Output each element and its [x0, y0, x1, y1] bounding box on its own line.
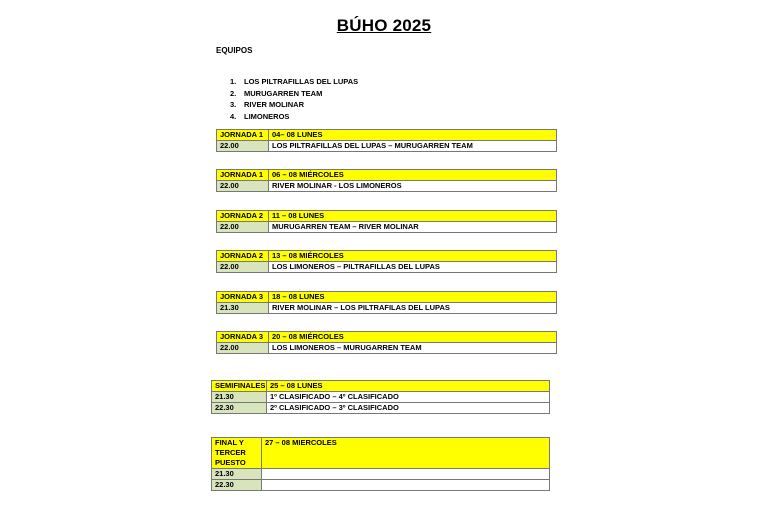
- fixture-table: [216, 250, 557, 273]
- match-teams: LOS LIMONEROS – MURUGARREN TEAM: [269, 343, 557, 354]
- match-time: 22.00: [217, 141, 269, 152]
- fixture-table: [216, 169, 557, 192]
- match-time: 22.00: [217, 222, 269, 233]
- team-list: [230, 76, 358, 122]
- round-label: JORNADA 1: [217, 130, 269, 141]
- match-teams: MURUGARREN TEAM – RIVER MOLINAR: [269, 222, 557, 233]
- match-time: 22.00: [217, 181, 269, 192]
- match-date: 25 – 08 LUNES: [267, 381, 550, 392]
- team-number: 3.: [230, 100, 237, 109]
- team-number: 2.: [230, 88, 237, 98]
- equipos-label: EQUIPOS: [216, 46, 253, 55]
- match-date: 20 – 08 MIÉRCOLES: [269, 332, 557, 343]
- round-label: FINAL Y TERCER PUESTO: [212, 438, 262, 469]
- match-time: 21.30: [212, 392, 267, 403]
- semifinals-table: [211, 380, 550, 414]
- team-item: [230, 88, 358, 100]
- match-time: 21.30: [212, 469, 262, 480]
- team-name: MURUGARREN TEAM: [244, 88, 323, 98]
- match-date: 27 – 08 MIERCOLES: [262, 438, 550, 469]
- match-time: 21.30: [217, 303, 269, 314]
- team-name: LIMONEROS: [244, 111, 290, 121]
- team-name: RIVER MOLINAR: [244, 100, 304, 109]
- team-number: 4.: [230, 111, 237, 121]
- round-label: JORNADA 1: [217, 170, 269, 181]
- team-item: [230, 111, 358, 123]
- match-teams: LOS LIMONEROS – PILTRAFILLAS DEL LUPAS: [269, 262, 557, 273]
- team-number: 1.: [230, 77, 237, 86]
- match-date: 13 – 08 MIÉRCOLES: [269, 251, 557, 262]
- match-teams: LOS PILTRAFILLAS DEL LUPAS – MURUGARREN TEAM: [269, 141, 557, 152]
- match-teams: [262, 480, 550, 491]
- match-time: 22.00: [217, 343, 269, 354]
- team-item: [230, 99, 358, 111]
- round-label: SEMIFINALES: [212, 381, 267, 392]
- fixture-table: [216, 331, 557, 354]
- match-date: 06 – 08 MIÉRCOLES: [269, 170, 557, 181]
- round-label: JORNADA 2: [217, 211, 269, 222]
- match-date: 04– 08 LUNES: [269, 130, 557, 141]
- match-teams: [262, 469, 550, 480]
- fixture-table: [216, 210, 557, 233]
- round-label: JORNADA 2: [217, 251, 269, 262]
- fixture-table: [216, 291, 557, 314]
- match-date: 11 – 08 LUNES: [269, 211, 557, 222]
- match-teams: 1º CLASIFICADO – 4º CLASIFICADO: [267, 392, 550, 403]
- team-item: [230, 76, 358, 88]
- round-label: JORNADA 3: [217, 332, 269, 343]
- fixture-table: [216, 129, 557, 152]
- final-table: [211, 437, 550, 491]
- page-title: BÚHO 2025: [336, 16, 432, 35]
- match-time: 22.30: [212, 480, 262, 491]
- match-time: 22.30: [212, 403, 267, 414]
- match-teams: RIVER MOLINAR – LOS PILTRAFILAS DEL LUPAS: [269, 303, 557, 314]
- team-name: LOS PILTRAFILLAS DEL LUPAS: [244, 77, 359, 86]
- round-label: JORNADA 3: [217, 292, 269, 303]
- match-date: 18 – 08 LUNES: [269, 292, 557, 303]
- match-teams: RIVER MOLINAR - LOS LIMONEROS: [269, 181, 557, 192]
- match-time: 22.00: [217, 262, 269, 273]
- match-teams: 2º CLASIFICADO – 3º CLASIFICADO: [267, 403, 550, 414]
